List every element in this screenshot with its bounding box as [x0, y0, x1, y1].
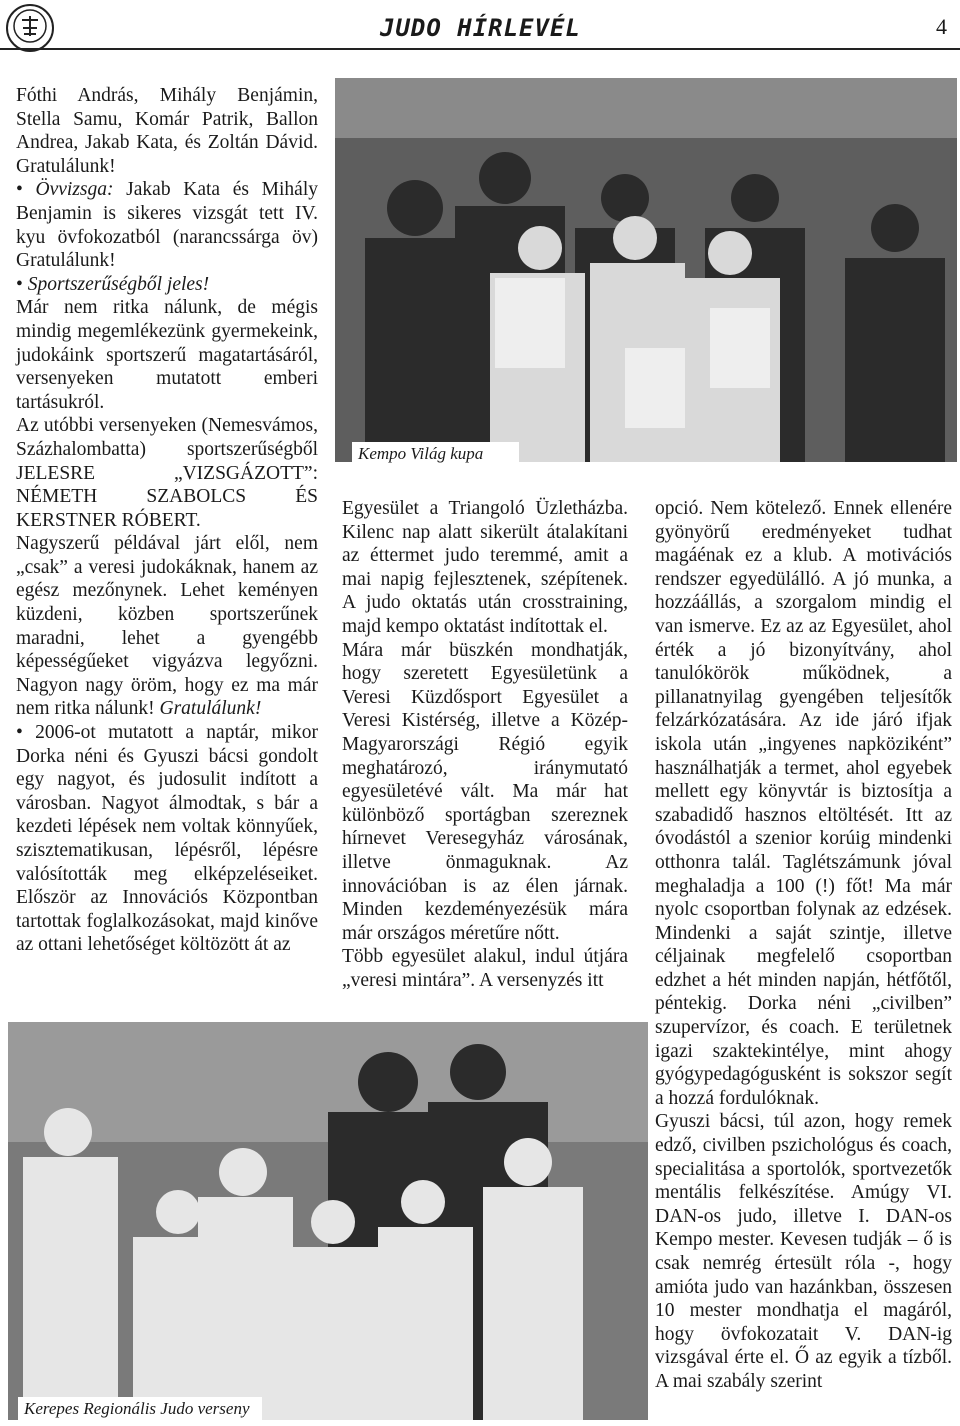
bullet-text: Jakab Kata és Mihály Benjamin is sikeres vizsgát tett IV. kyu övfokozatból (narancssárga öv) Gratulálunk!: [16, 179, 318, 272]
photo-kempo-world-cup: [335, 78, 957, 462]
photo-caption-top: Kempo Világ kupa: [352, 442, 519, 466]
paragraph: opció. Nem kötelező. Ennek ellenére gyönyörű eredményeket tudhat magáénak ez a klub. A motivációs rendszer egyedülálló. A jó munka, a hozzáállás, a szorgalom mindig el van ismerve. Ez az az Egyesület, ahol érték a jó bizonyítvány, ahol tanulókörök működnek, a pillanatnyilag gyengében teljesítők felzárkózatására. Az ide járó ifjak iskola után „ingyenes napköziként” használhatják a termet, ahol egyebek mellett egy könyvtár is biztosítja a szabadidő hasznos eltöltését. Itt az óvodástól a szenior korúig mindenki otthonra talál. Taglétszámunk jóval meghaladja a 100 (!) főt! Ma már nyolc csoportban folynak az edzések. Mindenki a saját szintje, illetve céljainak megfelelő csoportban edzhet a hét minden napján, hétfőtől, péntekig. Dorka néni „civilben” szupervízor, és coach. E területnek igazi szaktekintélye, mint ahogy gyógypedagógusként is sokszor segít a hozzá fordulóknak.: [655, 498, 952, 1109]
paragraph: Mára már büszkén mondhatják, hogy szeretett Egyesületünk a Veresi Küzdősport Egyesület a Veresi Kistérség, illetve a Közép-Magyarországi Régió egyik meghatározó, iránymutató egyesületévé vált. Ma már hat különböző sportágban szereznek hírnevet Veresegyház városának, illetve önmaguknak. Az innovációban is az élen járnak. Minden kezdeményezésük mára már országos méretűre nőtt.: [342, 639, 628, 944]
newsletter-masthead: JUDO HÍRLEVÉL: [380, 14, 581, 42]
judo-club-emblem-icon: [10, 6, 50, 51]
article-column-3: [655, 497, 952, 1394]
photo-kerepes-regional-judo: [8, 1022, 648, 1420]
article-column-2: [342, 497, 628, 992]
bullet-item-belt-exam: [16, 178, 318, 272]
paragraph: Fóthi András, Mihály Benjámin, Stella Samu, Komár Patrik, Ballon Andrea, Jakab Kata, és Zoltán Dávid. Gratulálunk!: [16, 85, 318, 177]
club-logo: [6, 4, 54, 52]
paragraph: Az utóbbi versenyeken (Nemesvámos, Százhalombatta) sportszerűségből JELESRE „VIZSGÁZOTT”: NÉMETH SZABOLCS ÉS KERSTNER RÓBERT.: [16, 415, 318, 531]
paragraph: Egyesület a Triangoló Üzletházba. Kilenc nap alatt sikerült átalakítani az éttermet judo teremmé, amit a mai napig fejlesztenek, szépítenek. A judo oktatás után crosstraining, majd kempo oktatást indítottak el.: [342, 498, 628, 637]
page-number: 4: [936, 14, 947, 39]
paragraph-text: Nagyszerű példával járt elől, nem „csak” a veresi judokáknak, hanem az egész mezőnynek. Lehet keményen küzdeni, közben sportszerűnek maradni, lehet a gyengébb képességűeket vigyázva legyőzni. Nagyon nagy öröm, hogy ez ma már nem ritka nálunk!: [16, 533, 318, 720]
bullet-item-sportsmanship: [16, 273, 318, 297]
article-column-1: [16, 84, 318, 957]
bullet-item-history: • 2006-ot mutatott a naptár, mikor Dorka néni és Gyuszi bácsi gondolt egy nagyot, és judosulit indított a városban. Nagyot álmodtak, s bár a kezdeti lépések nem voltak könnyűek, szisztematikusan, lépésről, lépésre valósították meg elképzeléseiket. Először az Innovációs Központban tartottak foglalkozásokat, majd kinőve az ottani lehetőséget költözött át az: [16, 721, 318, 957]
team-photo-image: [8, 1022, 648, 1420]
bullet-lead: Övvizsga:: [35, 179, 114, 201]
paragraph: [16, 532, 318, 721]
paragraph-tail: Gratulálunk!: [159, 698, 262, 720]
bullet-lead: Sportszerűségből jeles!: [27, 273, 210, 295]
header-rule: [0, 48, 960, 50]
paragraph: Már nem ritka nálunk, de mégis mindig megemlékezünk gyermekeink, judokáink sportszerű magatartásáról, versenyeken mutatott emberi tartásukról.: [16, 297, 318, 413]
paragraph: Gyuszi bácsi, túl azon, hogy remek edző, civilben pszichológus és coach, specialitása a sportolók, sportvezetők mentális felkészítése. Amúgy VI. DAN-os judo, illetve I. DAN-os Kempo mester. Kevesen tudják – ő is csak nemrég értesült róla -, hogy amióta judo van hazánkban, összesen 10 mester mondhatja el magáról, hogy övfokozatait V. DAN-ig vizsgával érte el. Ő az egyik a tízből. A mai szabály szerint: [655, 1111, 952, 1392]
paragraph: Több egyesület alakul, indul útjára „veresi mintára”. A versenyzés itt: [342, 946, 628, 991]
photo-caption-bottom: Kerepes Regionális Judo verseny: [18, 1397, 262, 1421]
team-photo-image: [335, 78, 957, 462]
